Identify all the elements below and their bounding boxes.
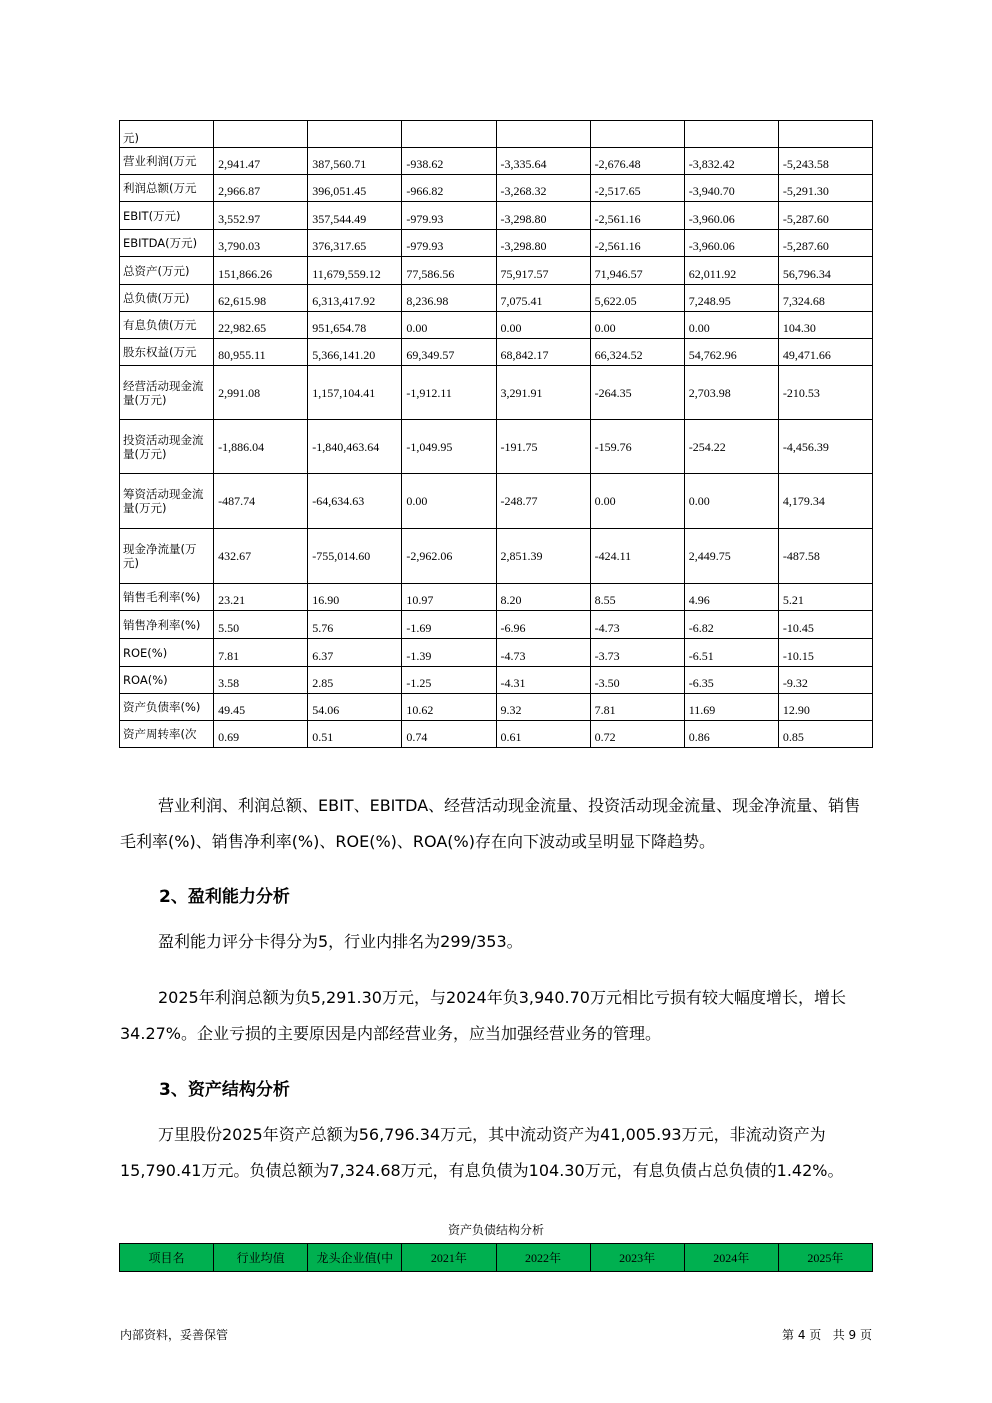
row-label-cell: 资产负债率(%) xyxy=(120,694,214,721)
table-row xyxy=(120,639,873,667)
value-cell: 7.81 xyxy=(214,639,308,667)
value-cell: 7,324.68 xyxy=(778,285,872,312)
value-cell: -966.82 xyxy=(402,175,496,202)
table-row xyxy=(120,257,873,285)
value-cell: 10.97 xyxy=(402,584,496,611)
value-cell: 66,324.52 xyxy=(590,339,684,366)
table-row xyxy=(120,420,873,474)
value-cell: -1.25 xyxy=(402,667,496,694)
value-cell: 0.00 xyxy=(496,312,590,339)
value-cell: 22,982.65 xyxy=(214,312,308,339)
value-cell: 376,317.65 xyxy=(308,230,402,257)
value-cell: -254.22 xyxy=(684,420,778,474)
header-cell: 2025年 xyxy=(778,1244,872,1272)
value-cell: 4,179.34 xyxy=(778,474,872,529)
value-cell: -159.76 xyxy=(590,420,684,474)
value-cell: 77,586.56 xyxy=(402,257,496,285)
value-cell: -210.53 xyxy=(778,366,872,420)
row-label-cell: ROA(%) xyxy=(120,667,214,694)
value-cell: 8.55 xyxy=(590,584,684,611)
value-cell: -248.77 xyxy=(496,474,590,529)
value-cell: 0.00 xyxy=(590,312,684,339)
value-cell: -424.11 xyxy=(590,529,684,584)
value-cell: 3,291.91 xyxy=(496,366,590,420)
header-cell: 2023年 xyxy=(590,1244,684,1272)
value-cell: 2,851.39 xyxy=(496,529,590,584)
value-cell: -3,832.42 xyxy=(684,148,778,175)
row-label-cell: 股东权益(万元 xyxy=(120,339,214,366)
value-cell: -979.93 xyxy=(402,230,496,257)
row-label-cell: 现金净流量(万元) xyxy=(120,529,214,584)
value-cell: 1,157,104.41 xyxy=(308,366,402,420)
value-cell: 3,790.03 xyxy=(214,230,308,257)
table-row xyxy=(120,175,873,202)
value-cell: -938.62 xyxy=(402,148,496,175)
value-cell: 8,236.98 xyxy=(402,285,496,312)
value-cell: 8.20 xyxy=(496,584,590,611)
value-cell: 2,966.87 xyxy=(214,175,308,202)
value-cell: 75,917.57 xyxy=(496,257,590,285)
value-cell: -1.69 xyxy=(402,611,496,639)
value-cell: -3,268.32 xyxy=(496,175,590,202)
value-cell: 951,654.78 xyxy=(308,312,402,339)
value-cell: -4.31 xyxy=(496,667,590,694)
value-cell: 0.00 xyxy=(402,474,496,529)
value-cell: 0.00 xyxy=(684,474,778,529)
header-cell: 龙头企业值(中 xyxy=(308,1244,402,1272)
value-cell: 151,866.26 xyxy=(214,257,308,285)
value-cell: -4,456.39 xyxy=(778,420,872,474)
value-cell: -6.96 xyxy=(496,611,590,639)
value-cell: -3,960.06 xyxy=(684,202,778,230)
row-label-cell: 总资产(万元) xyxy=(120,257,214,285)
row-label-cell: 总负债(万元) xyxy=(120,285,214,312)
value-cell xyxy=(214,121,308,148)
asset-detail-paragraph: 万里股份2025年资产总额为56,796.34万元，其中流动资产为41,005.93万元，非流动资产为15,790.41万元。负债总额为7,324.68万元，有息负债为104.30万元，有息负债占总负债的1.42%。 xyxy=(120,1125,844,1180)
value-cell: -5,287.60 xyxy=(778,230,872,257)
trend-paragraph: 营业利润、利润总额、EBIT、EBITDA、经营活动现金流量、投资活动现金流量、现金净流量、销售毛利率(%)、销售净利率(%)、ROE(%)、ROA(%)存在向下波动或呈明显下降趋势。 xyxy=(120,796,861,851)
value-cell: -755,014.60 xyxy=(308,529,402,584)
value-cell: 12.90 xyxy=(778,694,872,721)
value-cell: 0.85 xyxy=(778,721,872,748)
value-cell: -4.73 xyxy=(496,639,590,667)
value-cell: -979.93 xyxy=(402,202,496,230)
value-cell: 2,991.08 xyxy=(214,366,308,420)
value-cell: -5,287.60 xyxy=(778,202,872,230)
value-cell: -3.73 xyxy=(590,639,684,667)
value-cell xyxy=(778,121,872,148)
value-cell: 357,544.49 xyxy=(308,202,402,230)
value-cell: -264.35 xyxy=(590,366,684,420)
value-cell: -4.73 xyxy=(590,611,684,639)
value-cell: -3,298.80 xyxy=(496,230,590,257)
value-cell: 49.45 xyxy=(214,694,308,721)
value-cell: 6,313,417.92 xyxy=(308,285,402,312)
value-cell: 104.30 xyxy=(778,312,872,339)
table-row xyxy=(120,312,873,339)
value-cell: 2,941.47 xyxy=(214,148,308,175)
value-cell: -2,517.65 xyxy=(590,175,684,202)
value-cell: 0.00 xyxy=(590,474,684,529)
value-cell: 2,449.75 xyxy=(684,529,778,584)
value-cell: -1.39 xyxy=(402,639,496,667)
value-cell: -5,243.58 xyxy=(778,148,872,175)
value-cell: 396,051.45 xyxy=(308,175,402,202)
value-cell: 0.74 xyxy=(402,721,496,748)
value-cell: -1,912.11 xyxy=(402,366,496,420)
table-row xyxy=(120,584,873,611)
table-row xyxy=(120,474,873,529)
row-label-cell: EBIT(万元) xyxy=(120,202,214,230)
value-cell: -3,960.06 xyxy=(684,230,778,257)
header-cell: 行业均值 xyxy=(214,1244,308,1272)
value-cell: 0.61 xyxy=(496,721,590,748)
value-cell: 7,075.41 xyxy=(496,285,590,312)
value-cell: -1,886.04 xyxy=(214,420,308,474)
value-cell: 69,349.57 xyxy=(402,339,496,366)
value-cell: 7.81 xyxy=(590,694,684,721)
value-cell: -3,298.80 xyxy=(496,202,590,230)
value-cell: -2,676.48 xyxy=(590,148,684,175)
value-cell: -3,335.64 xyxy=(496,148,590,175)
value-cell: 16.90 xyxy=(308,584,402,611)
value-cell: 0.86 xyxy=(684,721,778,748)
row-label-cell: ROE(%) xyxy=(120,639,214,667)
row-label-cell: 销售净利率(%) xyxy=(120,611,214,639)
value-cell: 54,762.96 xyxy=(684,339,778,366)
value-cell: 49,471.66 xyxy=(778,339,872,366)
row-label-cell: 元) xyxy=(120,121,214,148)
header-cell: 2024年 xyxy=(684,1244,778,1272)
value-cell: -10.45 xyxy=(778,611,872,639)
value-cell: 9.32 xyxy=(496,694,590,721)
table-row xyxy=(120,285,873,312)
table-row xyxy=(120,339,873,366)
value-cell: 5.50 xyxy=(214,611,308,639)
value-cell: 0.51 xyxy=(308,721,402,748)
row-label-cell: 投资活动现金流量(万元) xyxy=(120,420,214,474)
value-cell: 3,552.97 xyxy=(214,202,308,230)
header-cell: 2021年 xyxy=(402,1244,496,1272)
table-row xyxy=(120,366,873,420)
row-label-cell: EBITDA(万元) xyxy=(120,230,214,257)
table-row xyxy=(120,230,873,257)
value-cell: -2,561.16 xyxy=(590,230,684,257)
value-cell: -9.32 xyxy=(778,667,872,694)
value-cell: -3,940.70 xyxy=(684,175,778,202)
table-row xyxy=(120,694,873,721)
table-row xyxy=(120,202,873,230)
value-cell: 3.58 xyxy=(214,667,308,694)
table-row xyxy=(120,121,873,148)
value-cell: 7,248.95 xyxy=(684,285,778,312)
value-cell: -191.75 xyxy=(496,420,590,474)
value-cell: 10.62 xyxy=(402,694,496,721)
value-cell: 0.00 xyxy=(402,312,496,339)
financial-indicator-table xyxy=(119,120,873,748)
header-cell: 项目名 xyxy=(120,1244,214,1272)
row-label-cell: 销售毛利率(%) xyxy=(120,584,214,611)
value-cell xyxy=(402,121,496,148)
value-cell: 432.67 xyxy=(214,529,308,584)
value-cell: -487.74 xyxy=(214,474,308,529)
table-row xyxy=(120,721,873,748)
footer-page-number: 第 4 页 共 9 页 xyxy=(782,1328,872,1342)
value-cell: 0.72 xyxy=(590,721,684,748)
value-cell: 62,615.98 xyxy=(214,285,308,312)
table-row xyxy=(120,611,873,639)
value-cell: 5.76 xyxy=(308,611,402,639)
value-cell: -6.51 xyxy=(684,639,778,667)
value-cell: 62,011.92 xyxy=(684,257,778,285)
value-cell: 4.96 xyxy=(684,584,778,611)
value-cell: 11.69 xyxy=(684,694,778,721)
value-cell: 5,622.05 xyxy=(590,285,684,312)
footer-confidential-note: 内部资料，妥善保管 xyxy=(120,1328,229,1342)
value-cell xyxy=(308,121,402,148)
row-label-cell: 资产周转率(次 xyxy=(120,721,214,748)
value-cell: -487.58 xyxy=(778,529,872,584)
value-cell xyxy=(496,121,590,148)
value-cell: 2,703.98 xyxy=(684,366,778,420)
profit-heading: 2、盈利能力分析 xyxy=(159,887,290,907)
value-cell: -6.82 xyxy=(684,611,778,639)
value-cell: -2,561.16 xyxy=(590,202,684,230)
value-cell: -6.35 xyxy=(684,667,778,694)
value-cell: 23.21 xyxy=(214,584,308,611)
value-cell: 387,560.71 xyxy=(308,148,402,175)
value-cell: 54.06 xyxy=(308,694,402,721)
balance-table-header-row xyxy=(120,1244,873,1272)
value-cell: 5.21 xyxy=(778,584,872,611)
value-cell: 0.69 xyxy=(214,721,308,748)
value-cell: 56,796.34 xyxy=(778,257,872,285)
header-cell: 2022年 xyxy=(496,1244,590,1272)
table-row xyxy=(120,529,873,584)
row-label-cell: 经营活动现金流量(万元) xyxy=(120,366,214,420)
value-cell: 0.00 xyxy=(684,312,778,339)
row-label-cell: 筹资活动现金流量(万元) xyxy=(120,474,214,529)
value-cell: 6.37 xyxy=(308,639,402,667)
row-label-cell: 有息负债(万元 xyxy=(120,312,214,339)
table-row xyxy=(120,148,873,175)
balance-table-caption: 资产负债结构分析 xyxy=(447,1223,544,1237)
value-cell: -10.15 xyxy=(778,639,872,667)
value-cell: -64,634.63 xyxy=(308,474,402,529)
value-cell: -5,291.30 xyxy=(778,175,872,202)
profit-detail-paragraph: 2025年利润总额为负5,291.30万元，与2024年负3,940.70万元相比亏损有较大幅度增长，增长34.27%。企业亏损的主要原因是内部经营业务，应当加强经营业务的管理。 xyxy=(120,988,846,1043)
asset-heading: 3、资产结构分析 xyxy=(159,1080,290,1100)
value-cell: -3.50 xyxy=(590,667,684,694)
value-cell: 68,842.17 xyxy=(496,339,590,366)
profit-score-paragraph: 盈利能力评分卡得分为5，行业内排名为299/353。 xyxy=(158,932,523,951)
value-cell: -1,840,463.64 xyxy=(308,420,402,474)
value-cell: 71,946.57 xyxy=(590,257,684,285)
table-row xyxy=(120,667,873,694)
value-cell xyxy=(590,121,684,148)
value-cell: 2.85 xyxy=(308,667,402,694)
value-cell: -1,049.95 xyxy=(402,420,496,474)
value-cell: 80,955.11 xyxy=(214,339,308,366)
value-cell: -2,962.06 xyxy=(402,529,496,584)
balance-structure-table xyxy=(119,1243,873,1272)
row-label-cell: 利润总额(万元 xyxy=(120,175,214,202)
row-label-cell: 营业利润(万元 xyxy=(120,148,214,175)
value-cell: 5,366,141.20 xyxy=(308,339,402,366)
value-cell: 11,679,559.12 xyxy=(308,257,402,285)
value-cell xyxy=(684,121,778,148)
